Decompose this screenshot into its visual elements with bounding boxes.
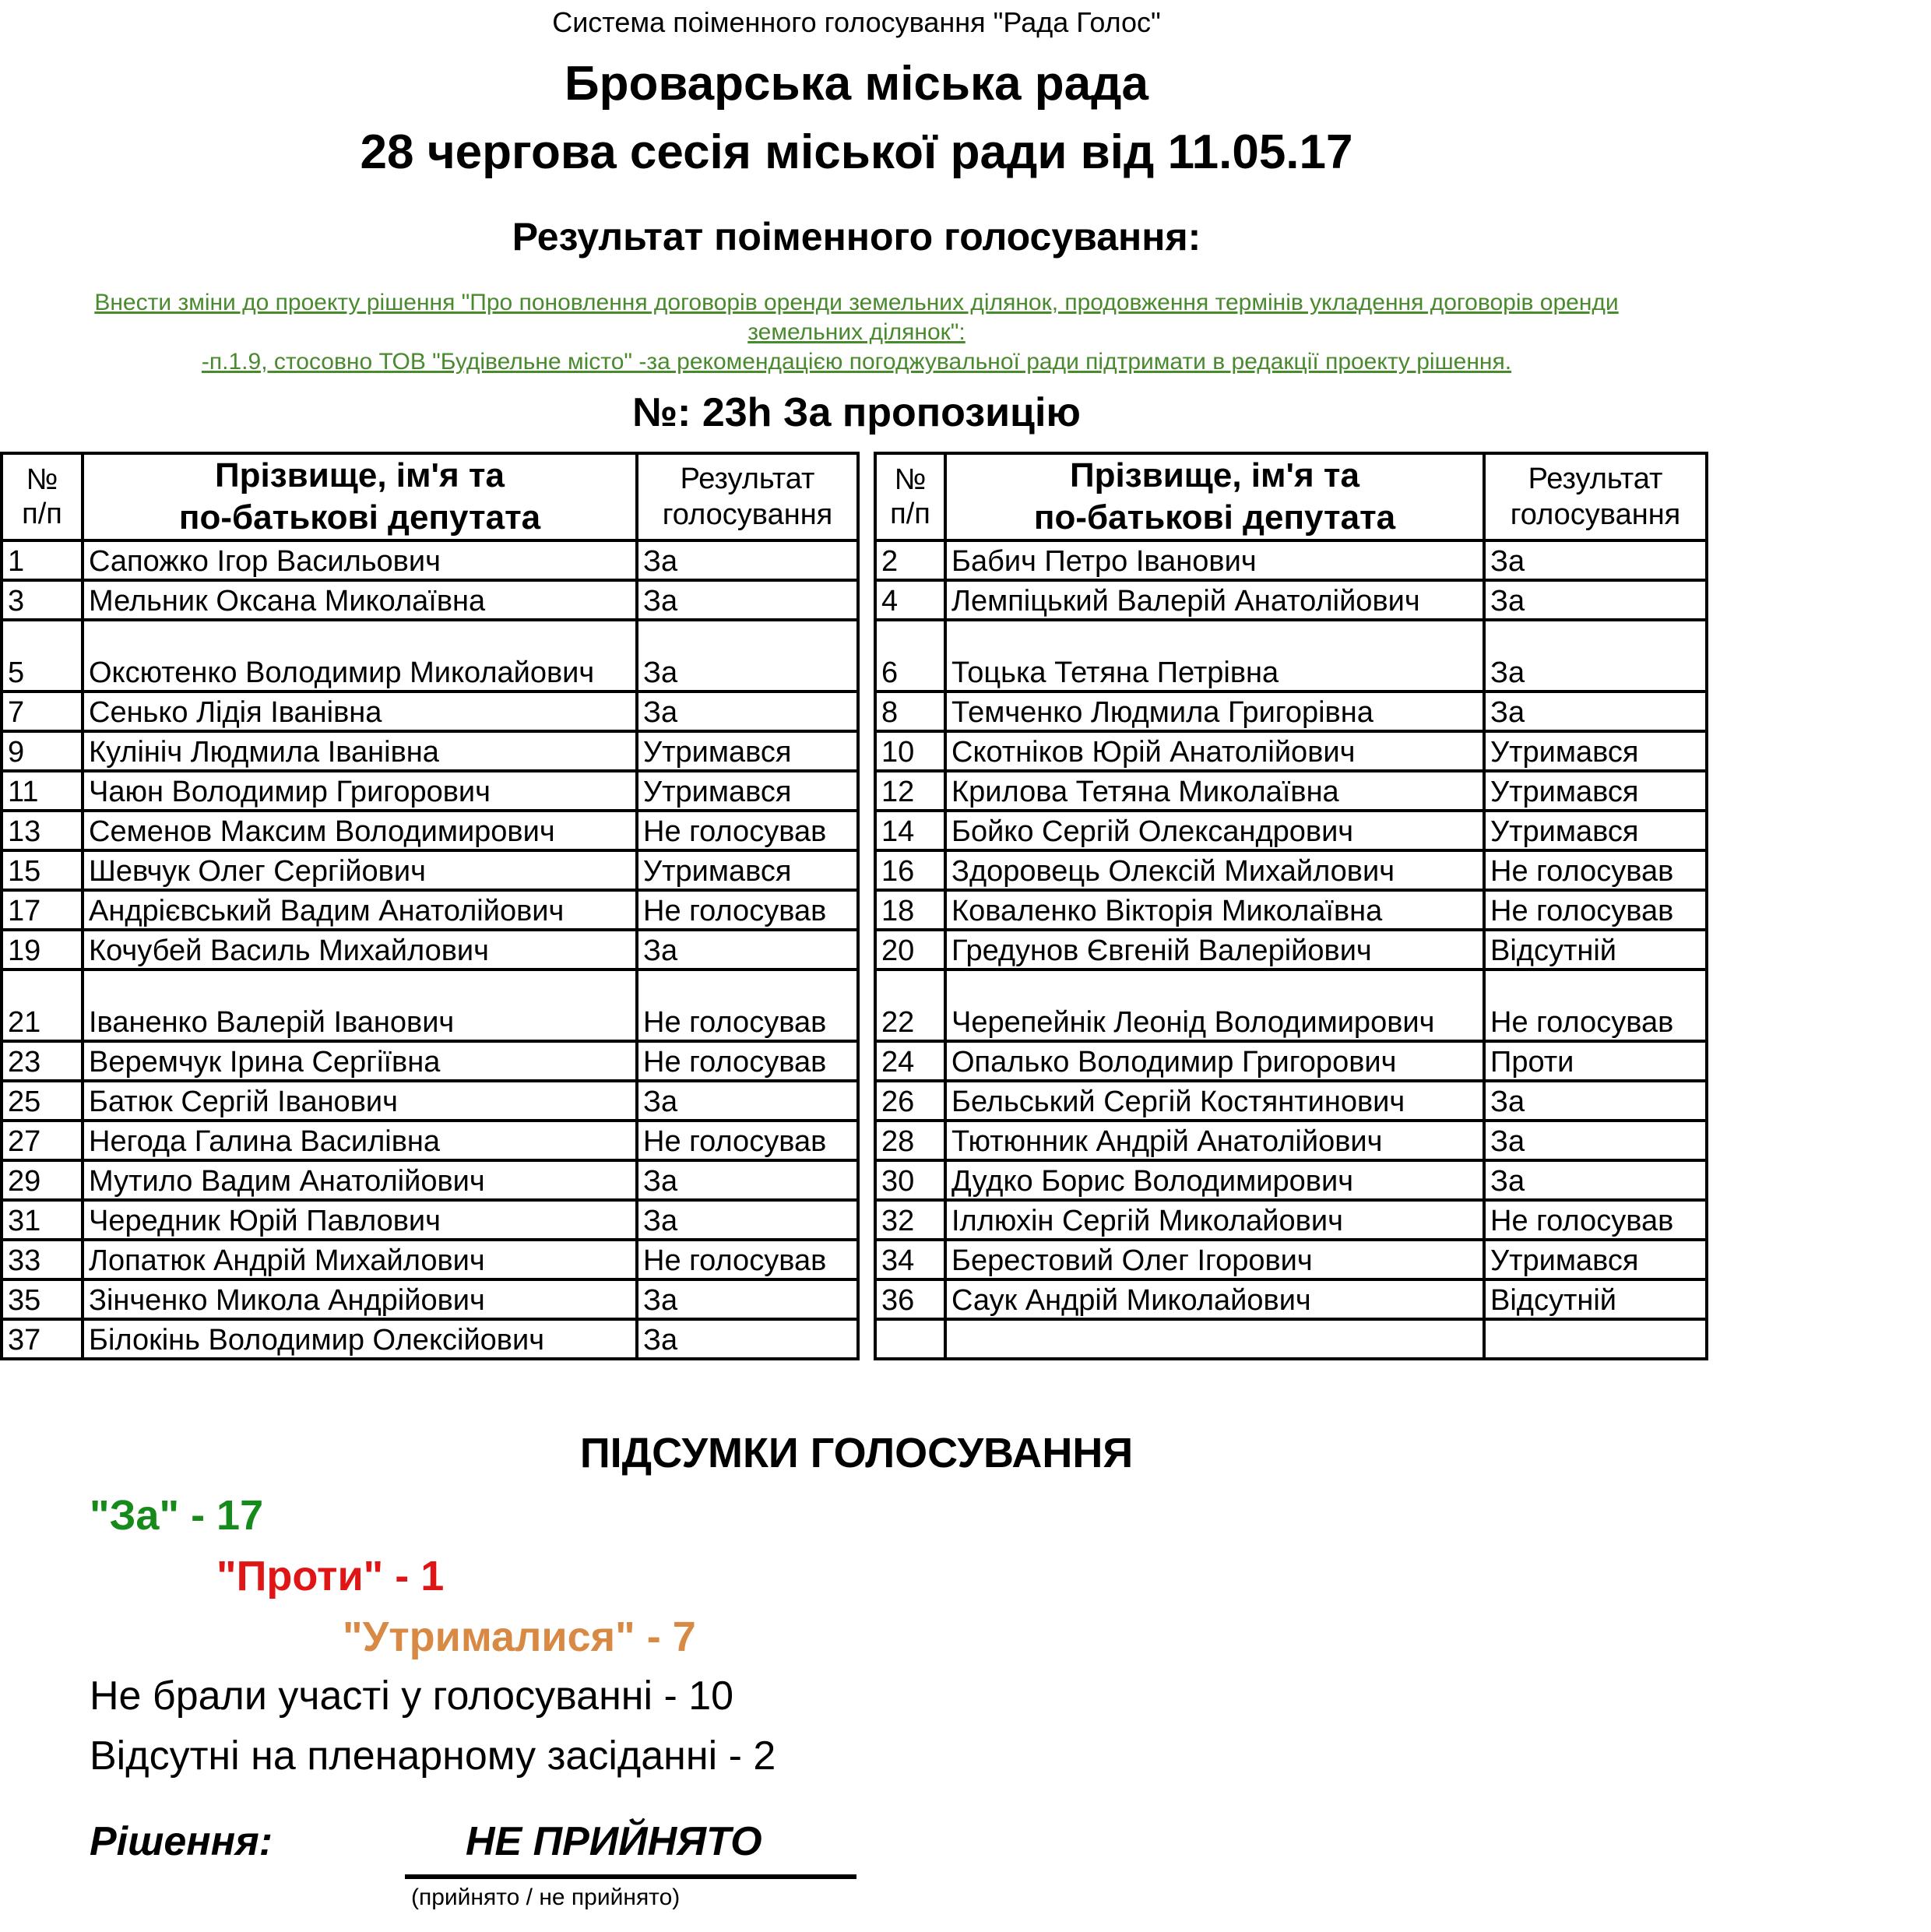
- cell-result: За: [637, 1200, 858, 1240]
- table-row: [2, 1081, 858, 1121]
- cell-result: Утримався: [637, 850, 858, 890]
- cell-name: [945, 1319, 1484, 1359]
- cell-num: 12: [875, 771, 945, 811]
- table-row: [2, 890, 858, 930]
- cell-name: Гредунов Євгеній Валерійович: [945, 930, 1484, 970]
- cell-name: Сенько Лідія Іванівна: [83, 692, 637, 731]
- cell-result: За: [1484, 692, 1707, 731]
- table-row: [2, 731, 858, 771]
- summary-did-not-vote: Не брали участі у голосуванні - 10: [90, 1673, 734, 1719]
- table-row: [2, 1200, 858, 1240]
- cell-num: 29: [2, 1160, 83, 1200]
- table-row: [875, 580, 1707, 620]
- cell-name: Негода Галина Василівна: [83, 1121, 637, 1160]
- cell-num: 33: [2, 1240, 83, 1279]
- cell-num: 1: [2, 540, 83, 580]
- cell-result: Не голосував: [1484, 850, 1707, 890]
- cell-result: Утримався: [1484, 731, 1707, 771]
- cell-name: Оксютенко Володимир Миколайович: [83, 620, 637, 692]
- cell-num: 20: [875, 930, 945, 970]
- table-row: [2, 850, 858, 890]
- cell-result: За: [637, 580, 858, 620]
- cell-num: 18: [875, 890, 945, 930]
- cell-name: Бельський Сергій Костянтинович: [945, 1081, 1484, 1121]
- table-row: [2, 620, 858, 692]
- cell-result: За: [637, 1279, 858, 1319]
- cell-name: Бабич Петро Іванович: [945, 540, 1484, 580]
- cell-result: За: [1484, 580, 1707, 620]
- cell-name: Здоровець Олексій Михайлович: [945, 850, 1484, 890]
- cell-result: За: [637, 1319, 858, 1359]
- cell-name: Мельник Оксана Миколаївна: [83, 580, 637, 620]
- cell-result: За: [637, 620, 858, 692]
- table-row: [875, 1081, 1707, 1121]
- result-heading: Результат поіменного голосування:: [512, 215, 1201, 259]
- vote-table-left: [0, 452, 860, 1360]
- cell-num: 23: [2, 1041, 83, 1081]
- cell-result: Не голосував: [637, 1121, 858, 1160]
- cell-name: Іллюхін Сергій Миколайович: [945, 1200, 1484, 1240]
- cell-num: 11: [2, 771, 83, 811]
- cell-num: 9: [2, 731, 83, 771]
- cell-num: 30: [875, 1160, 945, 1200]
- cell-num: 31: [2, 1200, 83, 1240]
- cell-num: 25: [2, 1081, 83, 1121]
- cell-result: Відсутній: [1484, 1279, 1707, 1319]
- cell-result: За: [1484, 540, 1707, 580]
- table-row: [2, 692, 858, 731]
- cell-name: Білокінь Володимир Олексійович: [83, 1319, 637, 1359]
- cell-num: 22: [875, 970, 945, 1041]
- header-name: Прізвище, ім'я та по-батькові депутата: [83, 453, 637, 540]
- cell-num: 36: [875, 1279, 945, 1319]
- council-name: Броварська міська рада: [565, 57, 1148, 111]
- vote-table-right: [874, 452, 1708, 1360]
- session-title: 28 чергова сесія міської ради від 11.05.17: [360, 125, 1353, 179]
- cell-result: Не голосував: [637, 890, 858, 930]
- table-row: [875, 1041, 1707, 1081]
- table-row: [2, 1121, 858, 1160]
- summary-for: "За" - 17: [90, 1492, 264, 1539]
- table-row: [2, 540, 858, 580]
- table-row: [875, 890, 1707, 930]
- cell-result: За: [1484, 1160, 1707, 1200]
- table-row: [2, 1319, 858, 1359]
- vote-number: №: 23h За пропозицію: [632, 390, 1081, 435]
- table-row: [875, 731, 1707, 771]
- header-result: Результат голосування: [1484, 453, 1707, 540]
- header-name: Прізвище, ім'я та по-батькові депутата: [945, 453, 1484, 540]
- cell-result: За: [637, 930, 858, 970]
- cell-result: За: [1484, 620, 1707, 692]
- cell-result: За: [637, 692, 858, 731]
- cell-num: 24: [875, 1041, 945, 1081]
- cell-result: Утримався: [1484, 771, 1707, 811]
- decision-hint: (прийнято / не прийнято): [411, 1884, 681, 1910]
- header-num: № п/п: [875, 453, 945, 540]
- cell-num: 8: [875, 692, 945, 731]
- cell-name: Лемпіцький Валерій Анатолійович: [945, 580, 1484, 620]
- motion-line: -п.1.9, стосовно ТОВ "Будівельне місто" -за рекомендацією погоджувальної ради підтримати в редакції проекту рішення.: [201, 349, 1512, 375]
- cell-num: 19: [2, 930, 83, 970]
- cell-num: [875, 1319, 945, 1359]
- decision-value: НЕ ПРИЙНЯТО: [466, 1819, 762, 1864]
- cell-num: 37: [2, 1319, 83, 1359]
- cell-num: 15: [2, 850, 83, 890]
- cell-name: Темченко Людмила Григорівна: [945, 692, 1484, 731]
- cell-result: За: [1484, 1121, 1707, 1160]
- cell-name: Андрієвський Вадим Анатолійович: [83, 890, 637, 930]
- cell-name: Кочубей Василь Михайлович: [83, 930, 637, 970]
- cell-result: Не голосував: [637, 1240, 858, 1279]
- cell-name: Кулініч Людмила Іванівна: [83, 731, 637, 771]
- header-num: № п/п: [2, 453, 83, 540]
- cell-num: 35: [2, 1279, 83, 1319]
- table-row: [2, 1160, 858, 1200]
- cell-result: Утримався: [1484, 1240, 1707, 1279]
- cell-name: Зінченко Микола Андрійович: [83, 1279, 637, 1319]
- cell-name: Дудко Борис Володимирович: [945, 1160, 1484, 1200]
- summary-against: "Проти" - 1: [216, 1553, 445, 1599]
- table-row: [875, 811, 1707, 850]
- table-row: [875, 540, 1707, 580]
- cell-name: Опалько Володимир Григорович: [945, 1041, 1484, 1081]
- table-row: [2, 1240, 858, 1279]
- table-row: [2, 811, 858, 850]
- motion-text: [0, 288, 1713, 377]
- cell-result: Утримався: [1484, 811, 1707, 850]
- motion-line: Внести зміни до проекту рішення "Про поновлення договорів оренди земельних ділянок, продовження термінів укладення договорів оренди: [94, 290, 1619, 315]
- table-row: [875, 1160, 1707, 1200]
- table-row: [875, 620, 1707, 692]
- table-row: [2, 580, 858, 620]
- cell-name: Скотніков Юрій Анатолійович: [945, 731, 1484, 771]
- decision-label: Рішення:: [90, 1819, 273, 1864]
- cell-name: Тютюнник Андрій Анатолійович: [945, 1121, 1484, 1160]
- cell-result: За: [637, 540, 858, 580]
- cell-result: Не голосував: [637, 1041, 858, 1081]
- summary-absent: Відсутні на пленарному засіданні - 2: [90, 1733, 776, 1779]
- cell-num: 10: [875, 731, 945, 771]
- cell-name: Тоцька Тетяна Петрівна: [945, 620, 1484, 692]
- cell-result: За: [637, 1081, 858, 1121]
- cell-name: Коваленко Вікторія Миколаївна: [945, 890, 1484, 930]
- cell-num: 27: [2, 1121, 83, 1160]
- cell-name: Бойко Сергій Олександрович: [945, 811, 1484, 850]
- cell-num: 6: [875, 620, 945, 692]
- cell-result: Не голосував: [637, 811, 858, 850]
- cell-num: 21: [2, 970, 83, 1041]
- cell-result: За: [1484, 1081, 1707, 1121]
- table-row: [2, 1279, 858, 1319]
- cell-result: Проти: [1484, 1041, 1707, 1081]
- cell-num: 5: [2, 620, 83, 692]
- cell-result: За: [637, 1160, 858, 1200]
- cell-num: 14: [875, 811, 945, 850]
- cell-name: Чередник Юрій Павлович: [83, 1200, 637, 1240]
- table-row: [875, 1240, 1707, 1279]
- cell-num: 13: [2, 811, 83, 850]
- cell-name: Лопатюк Андрій Михайлович: [83, 1240, 637, 1279]
- table-row: [2, 970, 858, 1041]
- system-title: Система поіменного голосування "Рада Голос": [552, 6, 1161, 38]
- cell-name: Іваненко Валерій Іванович: [83, 970, 637, 1041]
- table-header-row: [875, 453, 1707, 540]
- cell-name: Веремчук Ірина Сергіївна: [83, 1041, 637, 1081]
- table-row: [875, 1319, 1707, 1359]
- table-row: [2, 1041, 858, 1081]
- cell-name: Шевчук Олег Сергійович: [83, 850, 637, 890]
- table-header-row: [2, 453, 858, 540]
- cell-num: 16: [875, 850, 945, 890]
- cell-result: Утримався: [637, 771, 858, 811]
- cell-result: Не голосував: [637, 970, 858, 1041]
- table-row: [875, 1200, 1707, 1240]
- table-row: [2, 930, 858, 970]
- cell-name: Сапожко Ігор Васильович: [83, 540, 637, 580]
- cell-name: Мутило Вадим Анатолійович: [83, 1160, 637, 1200]
- cell-name: Батюк Сергій Іванович: [83, 1081, 637, 1121]
- cell-num: 34: [875, 1240, 945, 1279]
- cell-num: 2: [875, 540, 945, 580]
- cell-result: Відсутній: [1484, 930, 1707, 970]
- cell-name: Черепейнік Леонід Володимирович: [945, 970, 1484, 1041]
- cell-name: Чаюн Володимир Григорович: [83, 771, 637, 811]
- table-row: [875, 692, 1707, 731]
- cell-name: Крилова Тетяна Миколаївна: [945, 771, 1484, 811]
- cell-num: 3: [2, 580, 83, 620]
- table-row: [875, 930, 1707, 970]
- cell-result: [1484, 1319, 1707, 1359]
- summary-heading: ПІДСУМКИ ГОЛОСУВАННЯ: [579, 1430, 1134, 1476]
- motion-line: земельних ділянок":: [747, 319, 966, 345]
- cell-num: 7: [2, 692, 83, 731]
- cell-name: Семенов Максим Володимирович: [83, 811, 637, 850]
- summary-abstained: "Утрималися" - 7: [343, 1614, 696, 1660]
- cell-num: 26: [875, 1081, 945, 1121]
- cell-name: Берестовий Олег Ігорович: [945, 1240, 1484, 1279]
- table-row: [875, 1121, 1707, 1160]
- table-row: [875, 771, 1707, 811]
- table-row: [2, 771, 858, 811]
- cell-num: 4: [875, 580, 945, 620]
- decision-underline: [405, 1874, 856, 1879]
- cell-num: 17: [2, 890, 83, 930]
- cell-name: Саук Андрій Миколайович: [945, 1279, 1484, 1319]
- cell-result: Не голосував: [1484, 970, 1707, 1041]
- cell-num: 32: [875, 1200, 945, 1240]
- header-result: Результат голосування: [637, 453, 858, 540]
- table-row: [875, 970, 1707, 1041]
- cell-result: Не голосував: [1484, 1200, 1707, 1240]
- cell-result: Не голосував: [1484, 890, 1707, 930]
- table-row: [875, 1279, 1707, 1319]
- table-row: [875, 850, 1707, 890]
- cell-num: 28: [875, 1121, 945, 1160]
- cell-result: Утримався: [637, 731, 858, 771]
